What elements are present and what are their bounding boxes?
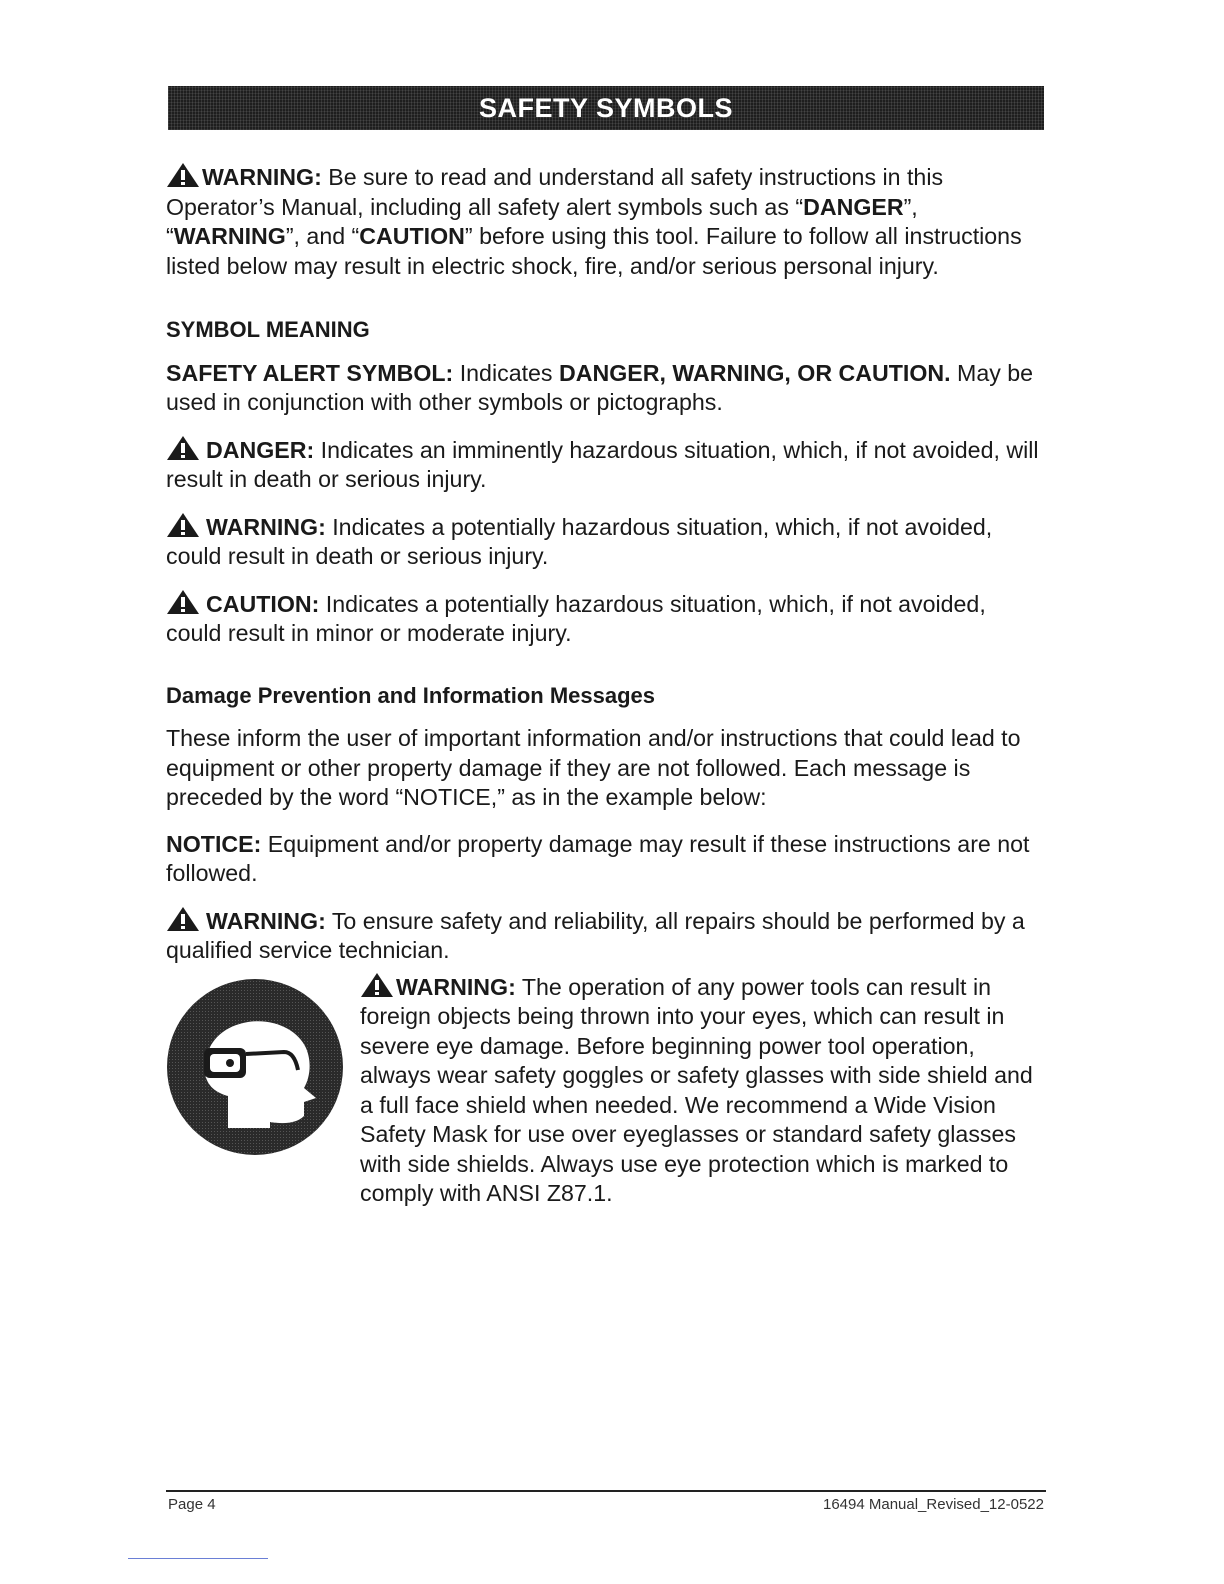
- damage-prevention-heading: Damage Prevention and Information Messages: [166, 682, 656, 708]
- eye-warning: [360, 972, 1046, 1209]
- notice-text: Equipment and/or property damage may result if these instructions are not followed.: [166, 830, 1030, 886]
- intro-text: Be sure to read and understand all safety instructions in this Operator’s Manual, including all safety alert symbols such as “: [166, 164, 944, 220]
- scan-artifact-line: [128, 1558, 268, 1559]
- repair-warning-text: To ensure safety and reliability, all repairs should be performed by a qualified service technician.: [166, 907, 1025, 963]
- notice-example: [166, 830, 1046, 889]
- footer-divider: [166, 1490, 1046, 1492]
- banner-title: SAFETY SYMBOLS: [478, 92, 734, 123]
- warning-keyword: WARNING: [173, 223, 286, 249]
- danger-definition: [166, 435, 1046, 495]
- warning-label: WARNING:: [396, 973, 516, 1000]
- safety-alert-label: SAFETY ALERT SYMBOL:: [166, 359, 454, 386]
- warning-text: Indicates a potentially hazardous situation, which, if not avoided, could result in death or serious injury.: [166, 513, 993, 569]
- danger-keyword: DANGER: [803, 193, 904, 220]
- eye-warning-text: The operation of any power tools can result in foreign objects being thrown into your eyes, which can result in severe eye damage. Before beginning power tool operation, always wear safety goggles or safety glasses with side shield and a full face shield when needed. We recommend a Wide Vision Safety Mask for use over eyeglasses or standard safety glasses with side shields. Always use eye protection which is marked to comply with ANSI Z87.1.: [360, 973, 1033, 1206]
- intro-text-3: ”, and “: [285, 223, 360, 249]
- caution-definition: [166, 589, 1046, 649]
- caution-label: CAUTION:: [206, 590, 320, 617]
- intro-text-4: ” before using this tool. Failure to follow all instructions listed below may result in electric shock, fire, and/or serious personal injury.: [166, 223, 1022, 279]
- caution-text: Indicates a potentially hazardous situation, which, if not avoided, could result in minor or moderate injury.: [166, 590, 986, 646]
- safety-alert-triangle-icon: [166, 435, 200, 461]
- intro-text-2: ”, “: [166, 193, 918, 249]
- warning-label: WARNING:: [206, 907, 326, 934]
- safety-alert-triangle-icon: [166, 512, 200, 538]
- document-id: 16494 Manual_Revised_12-0522: [822, 1496, 1044, 1513]
- safety-goggles-icon: [166, 978, 344, 1156]
- caution-keyword: CAUTION: [359, 223, 465, 249]
- eye-protection-block: [166, 972, 1046, 1212]
- repair-warning: [166, 906, 1046, 966]
- safety-alert-definition: [166, 359, 1046, 418]
- notice-label: NOTICE:: [166, 830, 262, 857]
- warning-label: WARNING:: [206, 513, 326, 540]
- page-number: Page 4: [168, 1496, 216, 1513]
- danger-label: DANGER:: [206, 436, 315, 463]
- danger-text: Indicates an imminently hazardous situation, which, if not avoided, will result in death or serious injury.: [166, 436, 1039, 492]
- safety-alert-triangle-icon: [360, 972, 394, 998]
- safety-alert-text-2: May be used in conjunction with other symbols or pictographs.: [166, 359, 1034, 415]
- section-banner: [168, 86, 1044, 130]
- warning-definition: [166, 512, 1046, 572]
- symbol-meaning-heading: SYMBOL MEANING: [166, 317, 370, 342]
- page-content: [166, 162, 1046, 1212]
- damage-prevention-text: These inform the user of important information and/or instructions that could lead to equipment or other property damage if they are not followed. Each message is preceded by the word “NOTICE,” as in the example below:: [166, 725, 1021, 810]
- safety-alert-keywords: DANGER, WARNING, OR CAUTION.: [558, 359, 951, 386]
- safety-alert-triangle-icon: [166, 162, 200, 188]
- safety-alert-text: Indicates: [453, 359, 559, 386]
- warning-label: WARNING:: [202, 164, 322, 190]
- intro-warning: [166, 162, 1046, 281]
- safety-alert-triangle-icon: [166, 589, 200, 615]
- safety-alert-triangle-icon: [166, 906, 200, 932]
